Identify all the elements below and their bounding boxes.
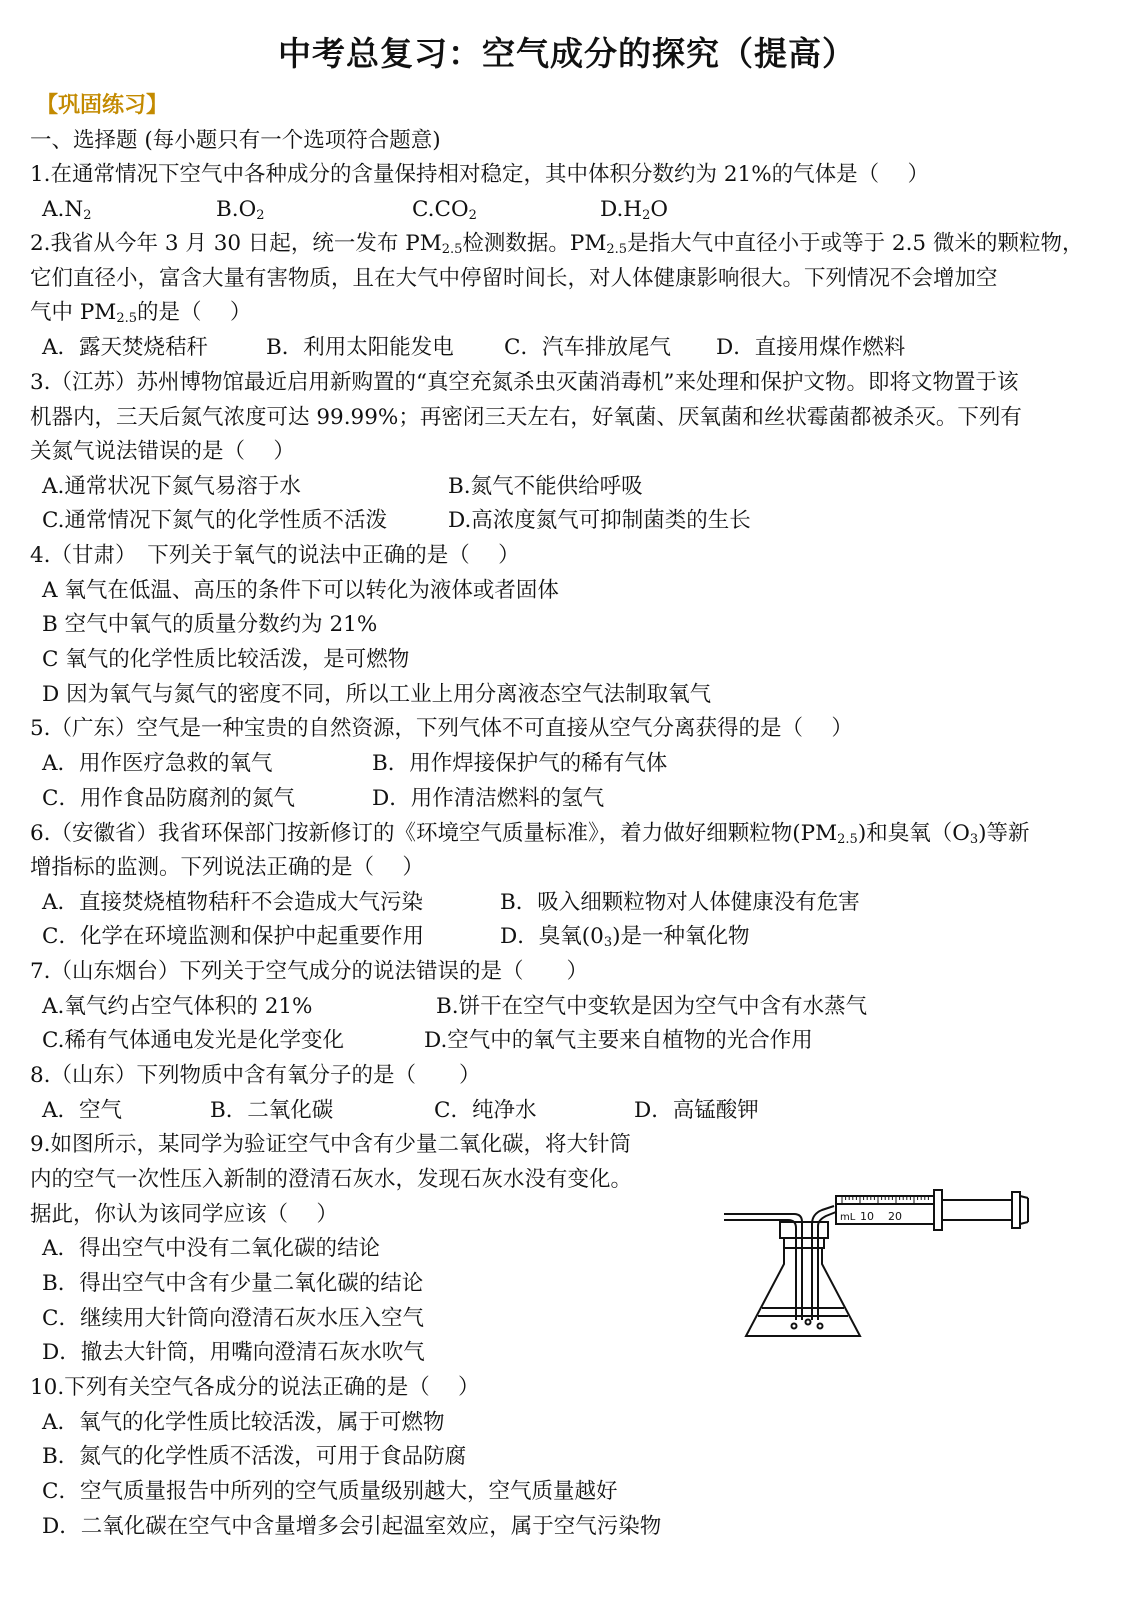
question-1-option-b: $B.O_2$ bbox=[216, 197, 265, 223]
question-8-stem: 8.（山东）下列物质中含有氧分子的是（ ） bbox=[30, 1063, 481, 1088]
question-6-stem-line-2: 增指标的监测。下列说法正确的是（ ） bbox=[30, 855, 424, 880]
question-5-option-b: B．用作焊接保护气的稀有气体 bbox=[372, 751, 668, 776]
question-10-option-d: D．二氧化碳在空气中含量增多会引起温室效应，属于空气污染物 bbox=[42, 1514, 662, 1539]
question-10-stem: 10.下列有关空气各成分的说法正确的是（ ） bbox=[30, 1375, 480, 1400]
question-9-option-b: B．得出空气中含有少量二氧化碳的结论 bbox=[42, 1271, 424, 1296]
question-8-option-b: B．二氧化碳 bbox=[210, 1098, 334, 1123]
question-7-option-d: D.空气中的氧气主要来自植物的光合作用 bbox=[424, 1028, 813, 1053]
question-3-option-d: D.高浓度氮气可抑制菌类的生长 bbox=[448, 508, 751, 533]
question-1-option-c: $C.CO_2$ bbox=[412, 197, 477, 223]
question-3-option-c: C.通常情况下氮气的化学性质不活泼 bbox=[42, 508, 388, 533]
question-4-option-d: D 因为氧气与氮气的密度不同，所以工业上用分离液态空气法制取氧气 bbox=[42, 682, 712, 707]
question-6-option-c: C．化学在环境监测和保护中起重要作用 bbox=[42, 924, 424, 949]
question-3-stem-line-1: 3.（江苏）苏州博物馆最近启用新购置的“真空充氮杀虫灭菌消毒机”来处理和保护文物。即将文物置于该 bbox=[30, 370, 1019, 395]
question-9-stem-line-1: 9.如图所示，某同学为验证空气中含有少量二氧化碳，将大针筒 bbox=[30, 1132, 632, 1157]
question-4-stem: 4.（甘肃） 下列关于氧气的说法中正确的是（ ） bbox=[30, 543, 520, 568]
question-5-option-a: A．用作医疗急救的氧气 bbox=[42, 751, 273, 776]
syringe-tick-label-10: 10 bbox=[860, 1210, 874, 1223]
question-3-stem-line-2: 机器内，三天后氮气浓度可达 99.99%；再密闭三天左右，好氧菌、厌氧菌和丝状霉菌都被杀灭。下列有 bbox=[30, 405, 1022, 430]
question-2-stem-line-1: 2.我省从今年 3 月 30 日起，统一发布 $PM_{2.5}$检测数据。$PM_{2.5}$是指大气中直径小于或等于 2.5 微米的颗粒物， bbox=[30, 231, 1084, 257]
part-heading: 一、选择题 (每小题只有一个选项符合题意) bbox=[30, 128, 441, 153]
question-6-option-a: A．直接焚烧植物秸秆不会造成大气污染 bbox=[42, 890, 424, 915]
question-2-option-d: D．直接用煤作燃料 bbox=[716, 335, 906, 360]
question-5-option-c: C．用作食品防腐剂的氮气 bbox=[42, 786, 295, 811]
question-5-stem: 5.（广东）空气是一种宝贵的自然资源，下列气体不可直接从空气分离获得的是（ ） bbox=[30, 716, 853, 741]
syringe-flask-figure bbox=[722, 1180, 1034, 1346]
question-3-stem-line-3: 关氮气说法错误的是（ ） bbox=[30, 439, 295, 464]
question-9-stem-line-2: 内的空气一次性压入新制的澄清石灰水，发现石灰水没有变化。 bbox=[30, 1167, 633, 1192]
question-1-option-a: $A.N_2$ bbox=[42, 197, 92, 223]
question-10-option-c: C．空气质量报告中所列的空气质量级别越大，空气质量越好 bbox=[42, 1479, 618, 1504]
question-4-option-c: C 氧气的化学性质比较活泼，是可燃物 bbox=[42, 647, 410, 672]
question-2-stem-line-2: 它们直径小，富含大量有害物质，且在大气中停留时间长，对人体健康影响很大。下列情况不会增加空 bbox=[30, 266, 998, 291]
question-9-option-c: C．继续用大针筒向澄清石灰水压入空气 bbox=[42, 1306, 424, 1331]
question-2-option-b: B．利用太阳能发电 bbox=[266, 335, 454, 360]
question-6-stem-line-1: 6.（安徽省）我省环保部门按新修订的《环境空气质量标准》，着力做好细颗粒物$(PM_{2.5})$和臭氧$(O_3)$等新 bbox=[30, 821, 1030, 847]
question-7-option-a: A.氧气约占空气体积的 21% bbox=[42, 994, 313, 1019]
section-heading: 【巩固练习】 bbox=[36, 93, 169, 118]
question-4-option-b: B 空气中氧气的质量分数约为 21% bbox=[42, 612, 378, 637]
question-2-stem-line-3: 气中 $PM_{2.5}$的是（ ） bbox=[30, 300, 252, 326]
question-8-option-c: C．纯净水 bbox=[434, 1098, 537, 1123]
question-4-option-a: A 氧气在低温、高压的条件下可以转化为液体或者固体 bbox=[42, 578, 559, 603]
question-7-stem: 7.（山东烟台）下列关于空气成分的说法错误的是（ ） bbox=[30, 959, 589, 984]
question-10-option-a: A．氧气的化学性质比较活泼，属于可燃物 bbox=[42, 1410, 445, 1435]
question-1-stem: 1.在通常情况下空气中各种成分的含量保持相对稳定，其中体积分数约为 21%的气体是（ ） bbox=[30, 162, 929, 187]
question-10-option-b: B．氮气的化学性质不活泼，可用于食品防腐 bbox=[42, 1444, 467, 1469]
question-7-option-b: B.饼干在空气中变软是因为空气中含有水蒸气 bbox=[436, 994, 868, 1019]
question-3-option-b: B.氮气不能供给呼吸 bbox=[448, 474, 643, 499]
question-9-option-a: A．得出空气中没有二氧化碳的结论 bbox=[42, 1236, 381, 1261]
question-3-option-a: A.通常状况下氮气易溶于水 bbox=[42, 474, 301, 499]
question-8-option-a: A．空气 bbox=[42, 1098, 123, 1123]
question-6-option-b: B．吸入细颗粒物对人体健康没有危害 bbox=[500, 890, 860, 915]
syringe-scale-ticks bbox=[842, 1196, 928, 1204]
question-2-option-a: A．露天焚烧秸秆 bbox=[42, 335, 209, 360]
syringe-tick-label-20: 20 bbox=[888, 1210, 902, 1223]
question-9-stem-line-3: 据此，你认为该同学应该（ ） bbox=[30, 1202, 338, 1227]
question-7-option-c: C.稀有气体通电发光是化学变化 bbox=[42, 1028, 345, 1053]
page-title: 中考总复习：空气成分的探究（提高） bbox=[278, 34, 856, 73]
question-5-option-d: D．用作清洁燃料的氢气 bbox=[372, 786, 605, 811]
question-6-option-d: D．臭氧$(0_3)$是一种氧化物 bbox=[500, 924, 750, 950]
question-1-option-d: $D.H_2O$ bbox=[600, 197, 668, 223]
question-2-option-c: C．汽车排放尾气 bbox=[504, 335, 671, 360]
question-8-option-d: D．高锰酸钾 bbox=[634, 1098, 759, 1123]
syringe-unit-label: mL bbox=[840, 1212, 856, 1223]
question-9-option-d: D．撤去大针筒，用嘴向澄清石灰水吹气 bbox=[42, 1340, 425, 1365]
